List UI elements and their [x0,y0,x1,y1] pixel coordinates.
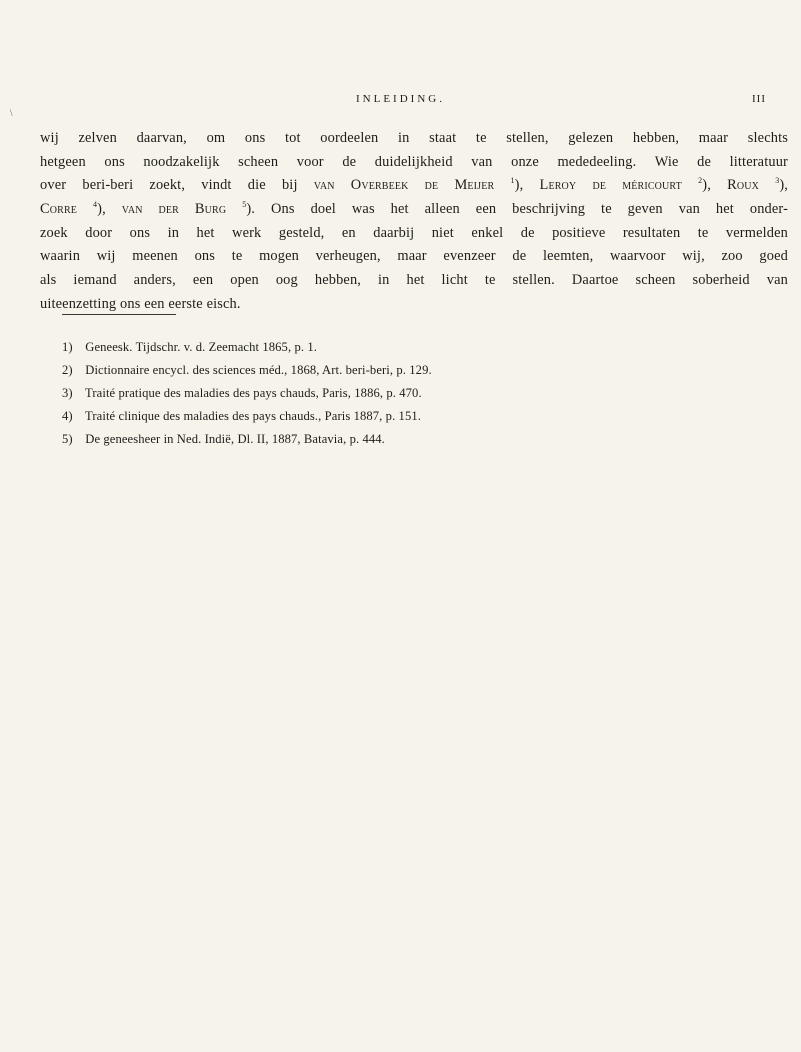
body-line-3 [40,174,788,198]
running-title: INLEIDING. [356,93,445,105]
author-name: van Overbeek de Meijer [313,177,495,194]
footnote-5 [62,432,385,447]
author-name: Corre [40,201,78,218]
body-line-1: wij zelven daarvan, om ons tot oordeelen in staat te stellen, gelezen hebben, maar slechts [40,130,788,146]
body-line-2: hetgeen ons noodzakelijk scheen voor de duidelijkheid van onze mededeeling. Wie de litteratuur [40,153,788,170]
footnote-text: Traité pratique des maladies des pays chauds, Paris, 1886, p. 470. [85,386,422,400]
footnote-number: 3) [62,386,73,400]
footnote-reference: 5 [242,200,247,210]
footnote-number: 5) [62,432,73,446]
punctuation: ), [702,177,728,194]
footnote-number: 1) [62,340,73,354]
footnote-text: Dictionnaire encycl. des sciences méd., 1868, Art. beri-beri, p. 129. [85,363,432,377]
body-line-3-text: over beri-beri zoekt, vindt die bij [40,177,314,194]
footnote-reference: 2 [698,176,703,186]
footnote-text: Traité clinique des maladies des pays chauds., Paris 1887, p. 151. [85,409,421,423]
body-line-7: als iemand anders, een open oog hebben, in het licht te stellen. Daartoe scheen soberheid van [40,272,788,289]
footnote-reference: 1 [510,176,515,186]
footnote-1 [62,340,317,355]
punctuation: ), [97,201,122,218]
footnote-4 [62,409,421,424]
body-line-4-text: ). Ons doel was het alleen een beschrijving te geven van het onder- [246,201,789,218]
page-number: III [752,93,766,105]
footnote-reference: 3 [775,176,780,186]
footnote-reference: 4 [92,200,98,210]
body-paragraph [40,127,788,317]
body-line-6: waarin wij meenen ons te mogen verheugen, maar evenzeer de leemten, waarvoor wij, zoo goed [40,248,788,265]
running-header [0,93,801,109]
body-line-5: zoek door ons in het werk gesteld, en daarbij niet enkel de positieve resultaten te vermelden [40,224,788,241]
footnote-3 [62,386,422,401]
footnote-divider [62,314,176,315]
footnote-text: De geneesheer in Ned. Indië, Dl. II, 1887, Batavia, p. 444. [85,432,385,446]
author-name: van der Burg [121,201,227,218]
footnote-text: Geneesk. Tijdschr. v. d. Zeemacht 1865, p. 1. [85,340,317,354]
body-line-8: uiteenzetting ons een eerste eisch. [40,295,241,312]
punctuation: ), [514,177,540,194]
footnote-number: 2) [62,363,73,377]
footnote-number: 4) [62,409,73,423]
punctuation: ), [779,177,789,194]
body-line-4 [40,198,788,222]
author-name: Leroy de méricourt [539,177,682,194]
footnote-2 [62,363,432,378]
corner-mark: \ [10,108,13,118]
author-name: Roux [727,177,759,194]
